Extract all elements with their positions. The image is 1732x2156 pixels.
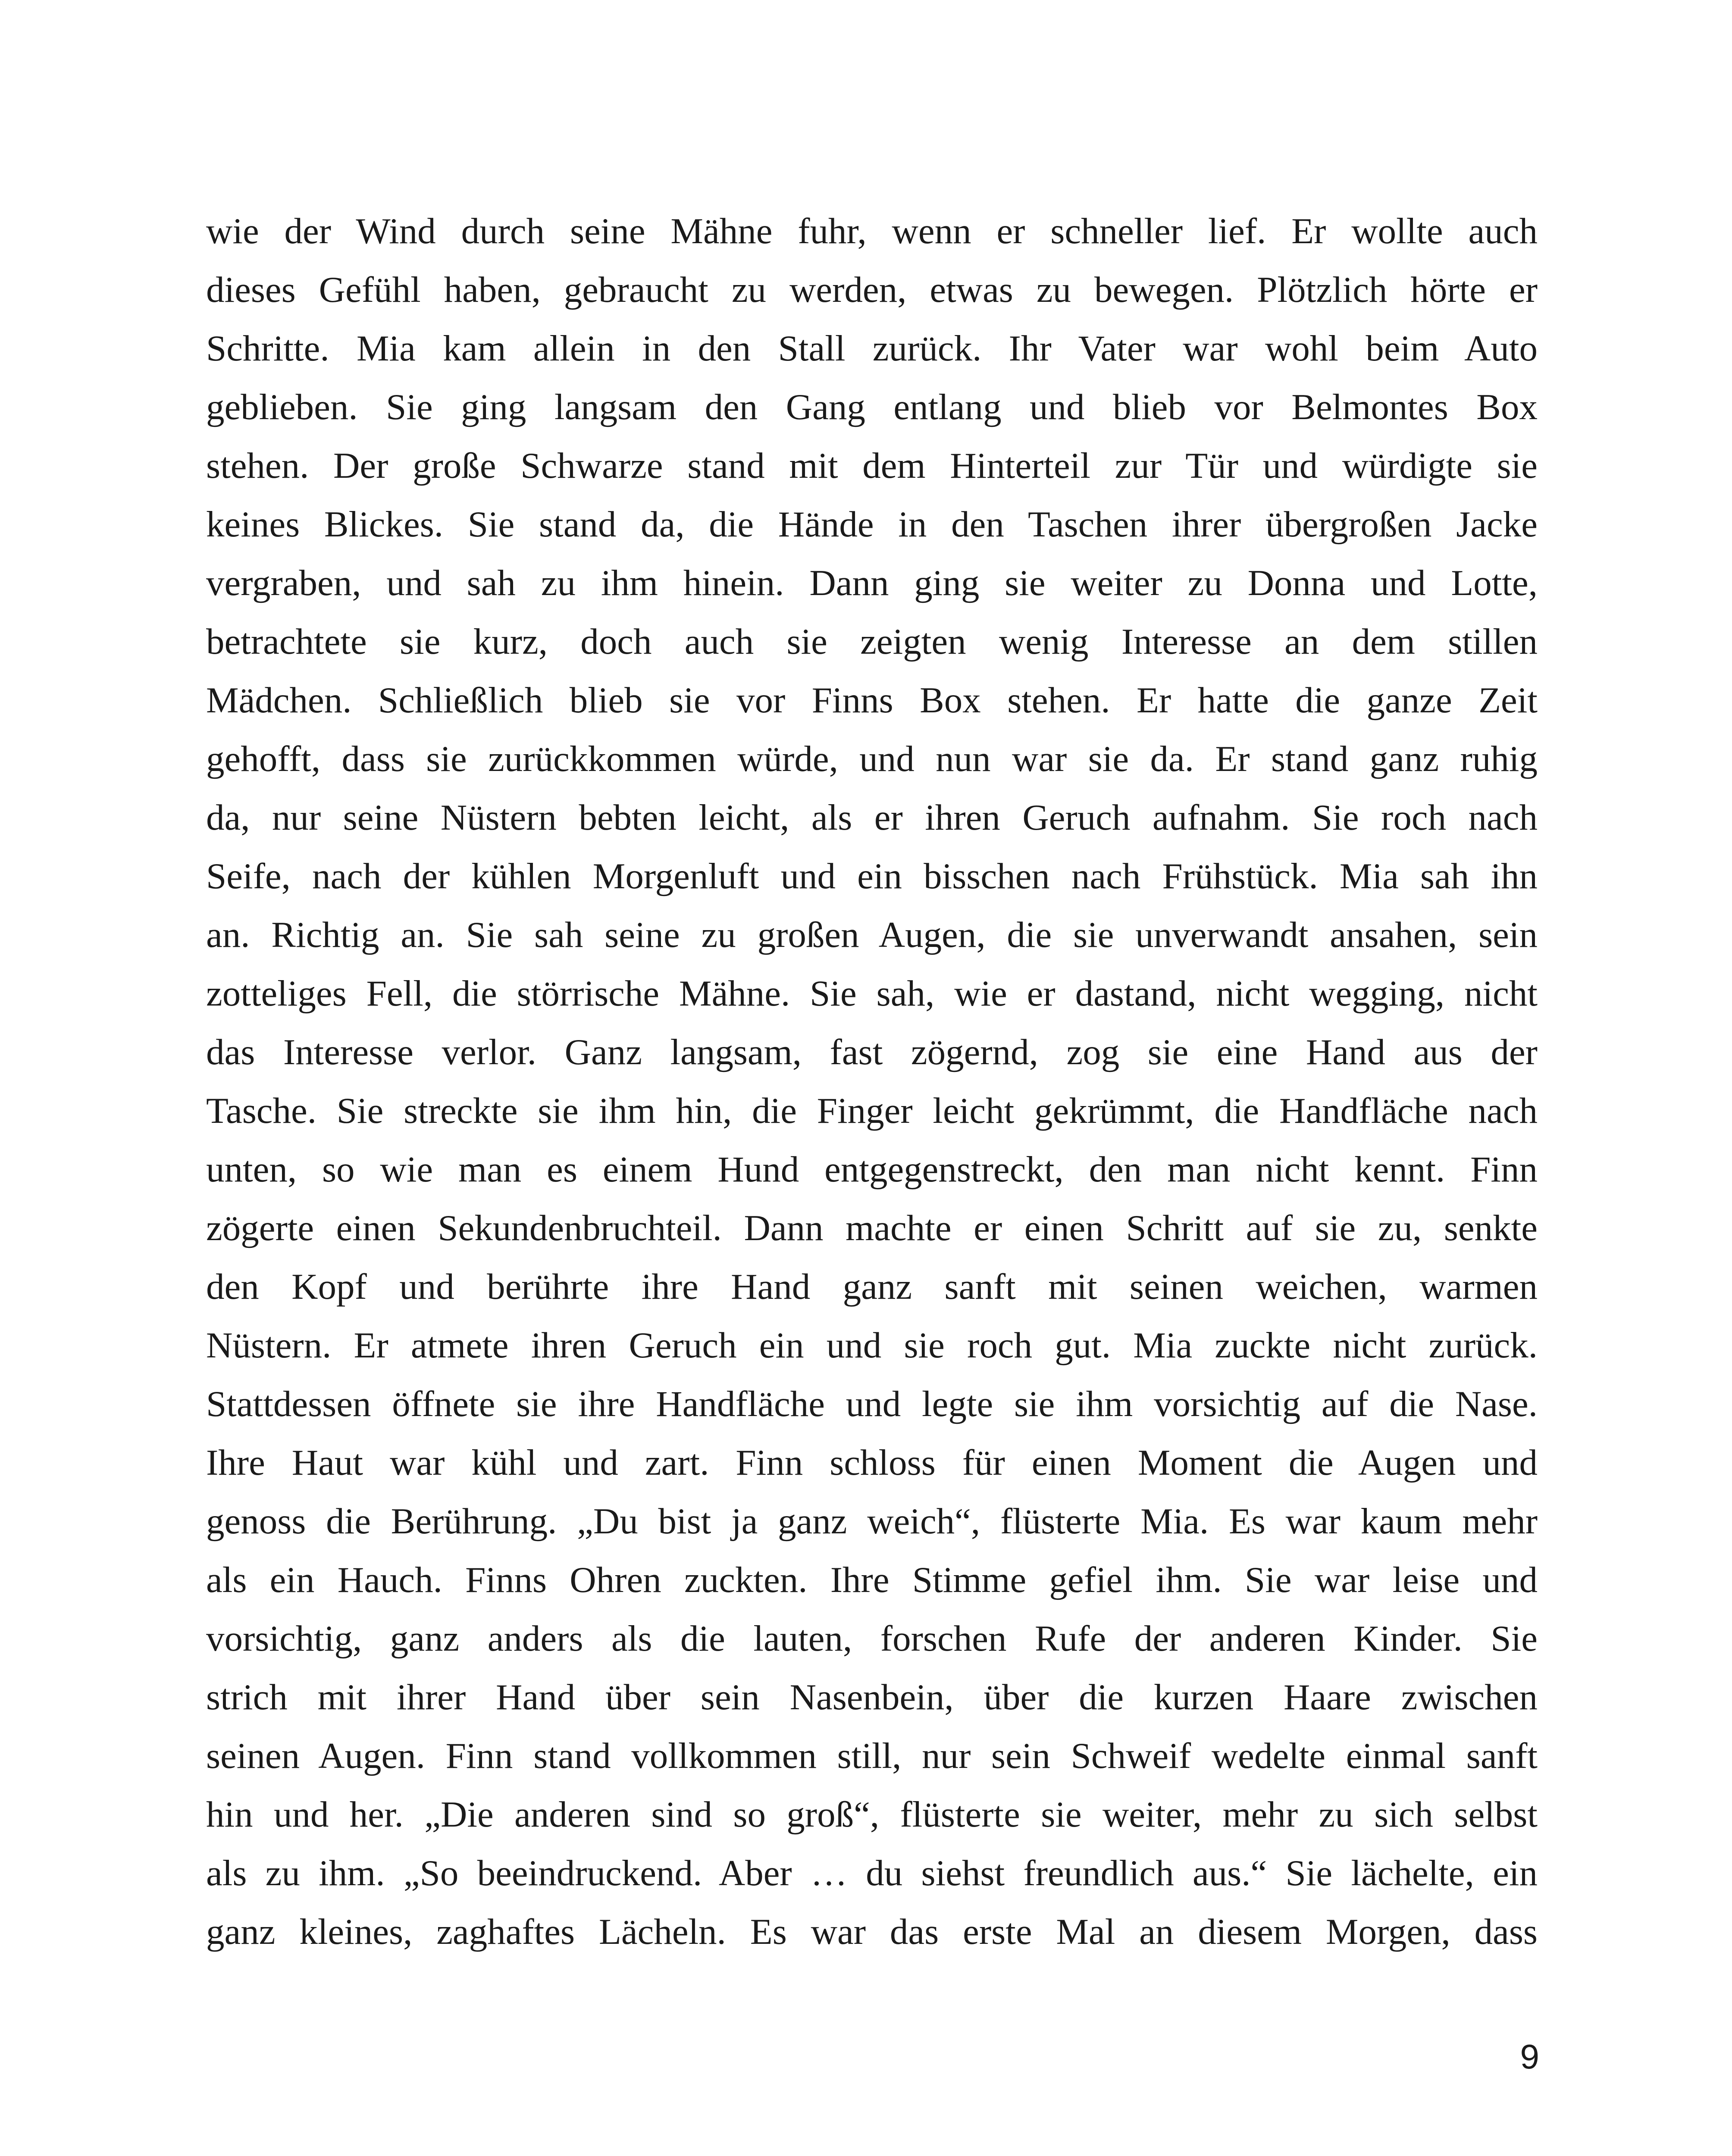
text-line: Ihre Haut war kühl und zart. Finn schloss für einen Moment die Augen und: [206, 1442, 1538, 1483]
text-line: Mädchen. Schließlich blieb sie vor Finns Box stehen. Er hatte die ganze Zeit: [206, 680, 1538, 721]
text-line: wie der Wind durch seine Mähne fuhr, wenn er schneller lief. Er wollte auch: [206, 211, 1538, 251]
text-line: keines Blickes. Sie stand da, die Hände in den Taschen ihrer übergroßen Jacke: [206, 504, 1538, 545]
text-line: dieses Gefühl haben, gebraucht zu werden, etwas zu bewegen. Plötzlich hörte er: [206, 270, 1538, 310]
text-line: unten, so wie man es einem Hund entgegenstreckt, den man nicht kennt. Finn: [206, 1149, 1538, 1190]
text-line: an. Richtig an. Sie sah seine zu großen Augen, die sie unverwandt ansahen, sein: [206, 915, 1538, 955]
text-line: ganz kleines, zaghaftes Lächeln. Es war das erste Mal an diesem Morgen, dass: [206, 1912, 1538, 1952]
text-line: den Kopf und berührte ihre Hand ganz sanft mit seinen weichen, warmen: [206, 1266, 1538, 1307]
text-line: strich mit ihrer Hand über sein Nasenbein, über die kurzen Haare zwischen: [206, 1677, 1538, 1717]
text-line: Stattdessen öffnete sie ihre Handfläche und legte sie ihm vorsichtig auf die Nase.: [206, 1384, 1538, 1424]
page-number: 9: [1520, 2037, 1539, 2076]
text-line: als zu ihm. „So beeindruckend. Aber … du siehst freundlich aus.“ Sie lächelte, ein: [206, 1853, 1538, 1893]
text-line: hin und her. „Die anderen sind so groß“, flüsterte sie weiter, mehr zu sich selbst: [206, 1794, 1538, 1835]
body-text: [206, 202, 1538, 1961]
text-line: das Interesse verlor. Ganz langsam, fast zögernd, zog sie eine Hand aus der: [206, 1032, 1538, 1072]
text-line: seinen Augen. Finn stand vollkommen still, nur sein Schweif wedelte einmal sanft: [206, 1736, 1538, 1776]
text-line: betrachtete sie kurz, doch auch sie zeigten wenig Interesse an dem stillen: [206, 621, 1538, 662]
text-line: Seife, nach der kühlen Morgenluft und ein bisschen nach Frühstück. Mia sah ihn: [206, 856, 1538, 896]
text-line: zotteliges Fell, die störrische Mähne. Sie sah, wie er dastand, nicht wegging, nicht: [206, 973, 1538, 1014]
text-line: Nüstern. Er atmete ihren Geruch ein und sie roch gut. Mia zuckte nicht zurück.: [206, 1325, 1538, 1366]
text-line: genoss die Berührung. „Du bist ja ganz weich“, flüsterte Mia. Es war kaum mehr: [206, 1501, 1538, 1542]
text-line: Schritte. Mia kam allein in den Stall zurück. Ihr Vater war wohl beim Auto: [206, 328, 1538, 369]
text-line: stehen. Der große Schwarze stand mit dem Hinterteil zur Tür und würdigte sie: [206, 445, 1538, 486]
text-line: zögerte einen Sekundenbruchteil. Dann machte er einen Schritt auf sie zu, senkte: [206, 1208, 1538, 1248]
text-line: da, nur seine Nüstern bebten leicht, als er ihren Geruch aufnahm. Sie roch nach: [206, 797, 1538, 838]
text-line: vorsichtig, ganz anders als die lauten, forschen Rufe der anderen Kinder. Sie: [206, 1618, 1538, 1659]
text-line: geblieben. Sie ging langsam den Gang entlang und blieb vor Belmontes Box: [206, 387, 1538, 427]
text-line: vergraben, und sah zu ihm hinein. Dann ging sie weiter zu Donna und Lotte,: [206, 563, 1538, 603]
text-line: als ein Hauch. Finns Ohren zuckten. Ihre Stimme gefiel ihm. Sie war leise und: [206, 1560, 1538, 1600]
text-line: Tasche. Sie streckte sie ihm hin, die Finger leicht gekrümmt, die Handfläche nach: [206, 1091, 1538, 1131]
text-line: gehofft, dass sie zurückkommen würde, und nun war sie da. Er stand ganz ruhig: [206, 739, 1538, 779]
